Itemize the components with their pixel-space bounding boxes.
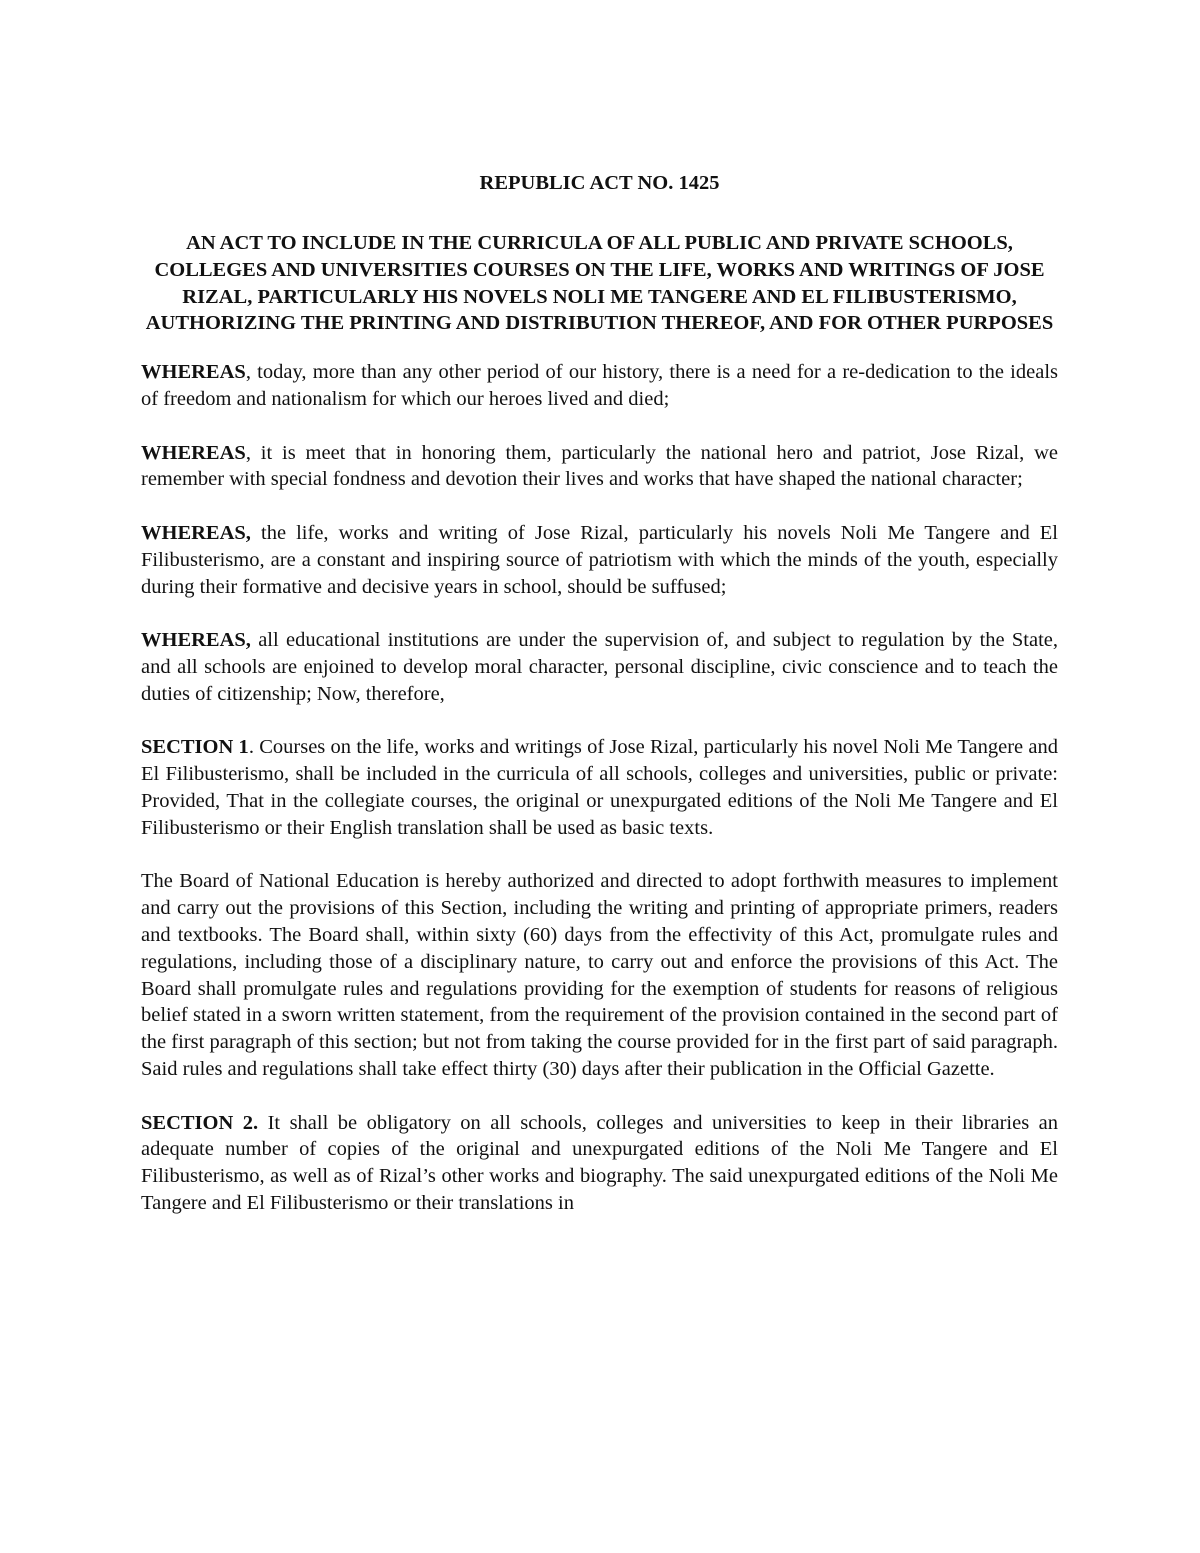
paragraph-text: It shall be obligatory on all schools, colleges and universities to keep in their libraries an adequate number of copies of the original and unexpurgated editions of the Noli Me Tangere and El Filibusterismo, as well as of Rizal’s other works and biography. The said unexpurgated editions of the Noli Me Tangere and El Filibusterismo or their translations in <box>141 1111 1058 1214</box>
document-title: REPUBLIC ACT NO. 1425 <box>479 172 720 194</box>
section-1-paragraph <box>141 734 1058 841</box>
paragraph-text: , it is meet that in honoring them, particularly the national hero and patriot, Jose Rizal, we remember with special fondness and devotion their lives and works that have shaped the national character; <box>141 441 1058 491</box>
whereas-paragraph-1 <box>141 359 1058 413</box>
paragraph-text: , today, more than any other period of our history, there is a need for a re-dedication to the ideals of freedom and nationalism for which our heroes lived and died; <box>141 361 1058 410</box>
whereas-paragraph-2 <box>141 440 1058 494</box>
paragraph-lead: SECTION 2. <box>141 1111 259 1134</box>
paragraph-text: the life, works and writing of Jose Rizal, particularly his novels Noli Me Tangere and El Filibusterismo, are a constant and inspiring source of patriotism with which the minds of the youth, especially during their formative and decisive years in school, should be suffused; <box>141 521 1058 598</box>
document-subtitle: AN ACT TO INCLUDE IN THE CURRICULA OF ALL PUBLIC AND PRIVATE SCHOOLS, COLLEGES AND UNIVERSITIES COURSES ON THE LIFE, WORKS AND WRITINGS OF JOSE RIZAL, PARTICULARLY HIS NOVELS NOLI ME TANGERE AND EL FILIBUSTERISMO, AUTHORIZING THE PRINTING AND DISTRIBUTION THEREOF, AND FOR OTHER PURPOSES <box>145 232 1054 335</box>
paragraph-lead: SECTION 1 <box>141 736 249 759</box>
paragraph-lead: WHEREAS, <box>141 629 251 652</box>
whereas-paragraph-3 <box>141 520 1058 600</box>
whereas-paragraph-4 <box>141 627 1058 707</box>
paragraph-text: The Board of National Education is hereby authorized and directed to adopt forthwith measures to implement and carry out the provisions of this Section, including the writing and printing of appropriate primers, readers and textbooks. The Board shall, within sixty (60) days from the effectivity of this Act, promulgate rules and regulations, including those of a disciplinary nature, to carry out and enforce the provisions of this Act. The Board shall promulgate rules and regulations providing for the exemption of students for reasons of religious belief stated in a sworn written statement, from the requirement of the provision contained in the second part of the first paragraph of this section; but not from taking the course provided for in the first part of said paragraph. Said rules and regulations shall take effect thirty (30) days after their publication in the Official Gazette. <box>141 870 1058 1080</box>
paragraph-text: all educational institutions are under the supervision of, and subject to regulation by the State, and all schools are enjoined to develop moral character, personal discipline, civic conscience and to teach the duties of citizenship; Now, therefore, <box>141 629 1058 705</box>
paragraph-lead: WHEREAS <box>141 441 246 464</box>
paragraph-lead: WHEREAS, <box>141 521 251 544</box>
paragraph-lead: WHEREAS <box>141 361 246 384</box>
board-paragraph <box>141 868 1058 1082</box>
paragraph-text: . Courses on the life, works and writings of Jose Rizal, particularly his novel Noli Me Tangere and El Filibusterismo, shall be included in the curricula of all schools, colleges and universities, public or private: Provided, That in the collegiate courses, the original or unexpurgated editions of the Noli Me Tangere and El Filibusterismo or their English translation shall be used as basic texts. <box>141 736 1058 839</box>
section-2-paragraph <box>141 1110 1058 1217</box>
document-page <box>141 170 1058 1217</box>
